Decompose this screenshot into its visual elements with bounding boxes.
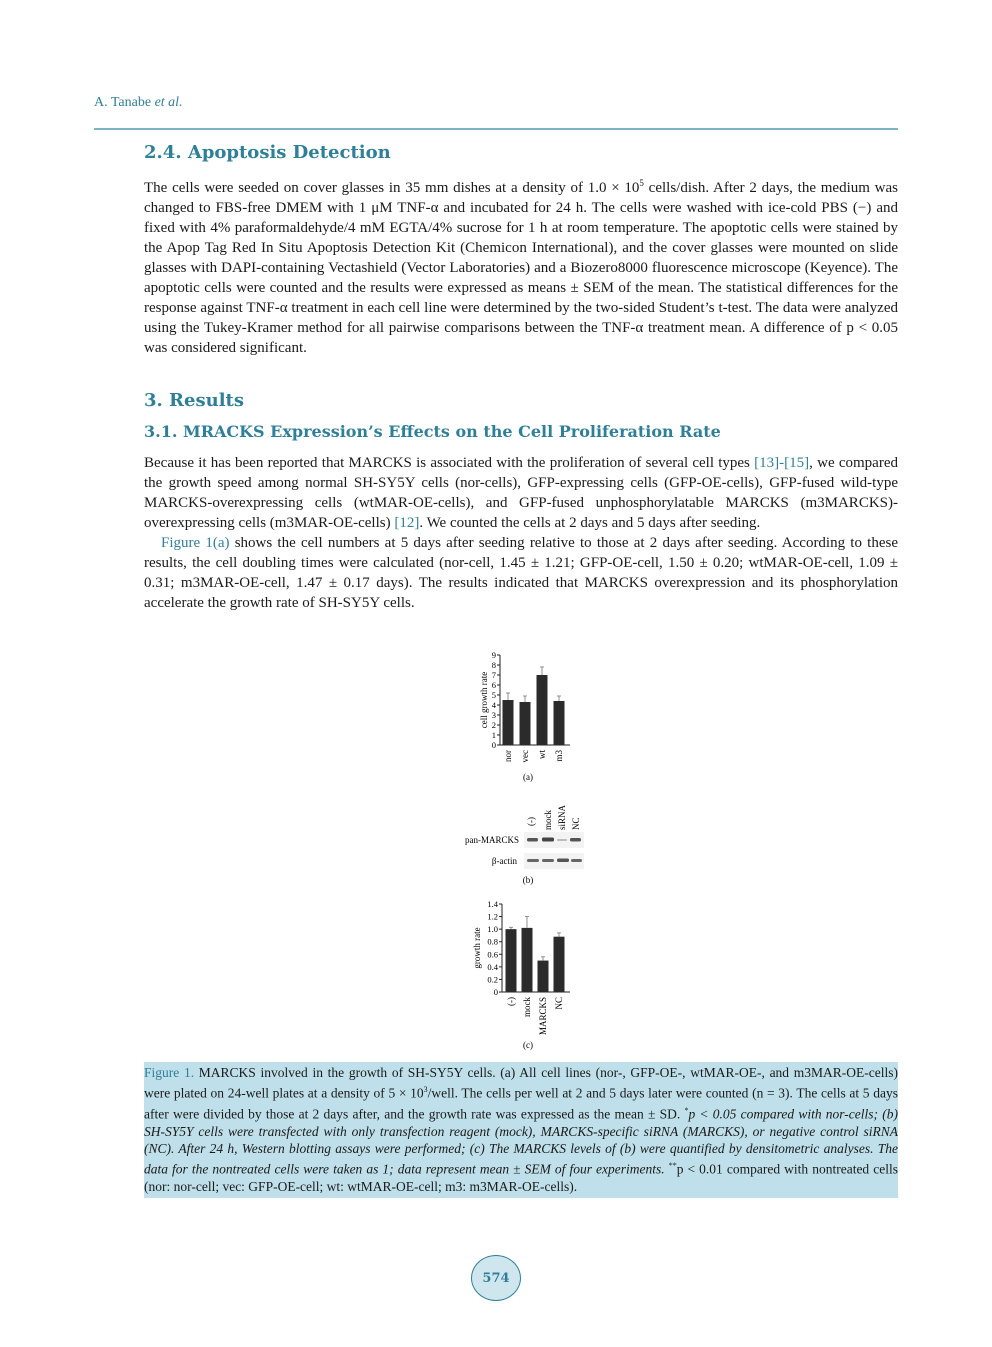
x-tick-label: vec bbox=[520, 750, 530, 763]
x-tick-label: mock bbox=[522, 997, 532, 1017]
lane-label: (-) bbox=[526, 817, 536, 826]
chart-c bbox=[472, 899, 570, 1050]
y-tick-label: 4 bbox=[491, 700, 496, 710]
lane-label: NC bbox=[571, 817, 581, 830]
y-tick-label: 0.8 bbox=[487, 936, 498, 947]
blot-band bbox=[570, 838, 581, 842]
y-tick-label: 7 bbox=[491, 670, 496, 680]
blot-row-label: pan-MARCKS bbox=[464, 835, 519, 845]
blot-row-label: β-actin bbox=[491, 856, 517, 866]
page-number: 574 bbox=[471, 1255, 521, 1301]
y-tick-label: 1.4 bbox=[487, 899, 498, 909]
x-tick-label: wt bbox=[537, 750, 547, 759]
panel-label-c: (c) bbox=[523, 1040, 533, 1050]
bar bbox=[538, 961, 549, 992]
caption-text: /well. The cells per well at 2 and 5 days later were counted (n = 3). The cells at 5 days after were divided by those at 2 days after, and the growth rate was expressed as the mean ± SD. bbox=[144, 1085, 898, 1122]
y-tick-label: 8 bbox=[491, 660, 496, 670]
panel-label-b: (b) bbox=[522, 875, 534, 885]
lane-label: mock bbox=[543, 810, 553, 830]
y-tick-label: 0 bbox=[493, 987, 498, 997]
caption-label: Figure 1. bbox=[144, 1065, 195, 1080]
panel-label-a: (a) bbox=[523, 772, 533, 782]
superscript: 3 bbox=[423, 1085, 428, 1095]
superscript: ** bbox=[668, 1161, 677, 1171]
citation-link[interactable]: [13]-[15] bbox=[754, 455, 810, 471]
text-run: Because it has been reported that MARCKS is associated with the proliferation of several cell types bbox=[144, 455, 755, 471]
bar bbox=[522, 928, 533, 992]
blot-band bbox=[527, 859, 539, 862]
y-axis-label: cell growth rate bbox=[479, 671, 489, 729]
y-tick-label: 0.6 bbox=[487, 949, 498, 960]
bar bbox=[506, 929, 517, 992]
y-tick-label: 1.2 bbox=[487, 911, 498, 922]
blot-band bbox=[542, 838, 554, 842]
superscript: * bbox=[684, 1105, 689, 1115]
bar bbox=[554, 937, 565, 992]
y-tick-label: 6 bbox=[491, 680, 496, 690]
y-tick-label: 5 bbox=[491, 690, 496, 700]
text-run: cells/dish. After 2 days, the medium was changed to FBS-free DMEM with 1 μM TNF-α and incubated for 24 h. The cells were washed with ice-cold PBS (−) and fixed with 4% paraformaldehyde/4 mM EGTA/4% sucrose for 1 h at room temperature. The apoptotic cells were stained by the Apop Tag Red In Situ Apoptosis Detection Kit (Chemicon International), and the cover glasses were mounted on slide glasses with DAPI-containing Vectashield (Vector Laboratories) and a Biozero8000 fluorescence microscope (Keyence). The apoptotic cells were counted and the results were expressed as means ± SEM of the mean. The statistical differences for the response against TNF-α treatment in each cell line were determined by the two-sided Student’s t-test. The data were analyzed using the Tukey-Kramer method for all pairwise comparisons between the TNF-α treatment mean. A difference of p < 0.05 was considered significant. bbox=[144, 180, 898, 356]
bar bbox=[554, 701, 565, 745]
superscript: 5 bbox=[639, 178, 644, 188]
y-tick-label: 2 bbox=[491, 720, 496, 730]
y-tick-label: 3 bbox=[491, 710, 496, 720]
section-heading: 2.4. Apoptosis Detection bbox=[144, 142, 391, 163]
text-run: , we compared the growth speed among normal SH-SY5Y cells (nor-cells), GFP-expressing cells (GFP-OE-cells), GFP-fused wild-type MARCKS-overexpressing cells (wtMAR-OE-cells), and GFP-fused unphosphorylatable MARCKS (m3MARCKS)-overexpressing cells (m3MAR-OE-cells) bbox=[144, 455, 898, 531]
x-tick-label: MARCKS bbox=[538, 997, 548, 1036]
caption-text: MARCKS involved in the growth of SH-SY5Y cells. (a) All cell lines (nor-, GFP-OE-, wtMAR-OE-, and m3MAR-OE-cells) were plated on 24-well plates at a density of 5 × 10 bbox=[144, 1065, 898, 1101]
chart-a bbox=[479, 650, 570, 782]
y-tick-label: 0 bbox=[491, 740, 496, 750]
y-tick-label: 1.0 bbox=[487, 924, 498, 935]
bar bbox=[537, 675, 548, 745]
x-tick-label: nor bbox=[503, 750, 513, 762]
blot-band bbox=[557, 839, 567, 841]
blot-band bbox=[542, 859, 554, 862]
figure-caption bbox=[144, 1062, 898, 1198]
blot-band bbox=[571, 859, 582, 862]
caption-text: p < 0.01 compared with nontreated cells (nor: nor-cell; vec: GFP-OE-cell; wt: wtMAR-OE-cell; m3: m3MAR-OE-cells). bbox=[144, 1161, 898, 1194]
y-tick-label: 0.4 bbox=[487, 961, 498, 972]
lane-label: siRNA bbox=[557, 804, 567, 830]
section-heading: 3. Results bbox=[144, 390, 244, 411]
text-run: The cells were seeded on cover glasses in 35 mm dishes at a density of 1.0 × 10 bbox=[144, 180, 640, 196]
y-axis-label: growth rate bbox=[472, 927, 482, 969]
subsection-heading: 3.1. MRACKS Expression’s Effects on the Cell Proliferation Rate bbox=[144, 422, 721, 441]
x-tick-label: m3 bbox=[554, 750, 564, 762]
text-run: . We counted the cells at 2 days and 5 days after seeding. bbox=[419, 515, 761, 531]
author-name: A. Tanabe bbox=[94, 95, 152, 110]
x-tick-label: NC bbox=[554, 997, 564, 1010]
bar bbox=[520, 702, 531, 745]
y-tick-label: 1 bbox=[491, 730, 496, 740]
text-run: shows the cell numbers at 5 days after seeding relative to those at 2 days after seeding. According to these results, the cell doubling times were calculated (nor-cell, 1.45 ± 1.21; GFP-OE-cell, 1.50 ± 0.20; wtMAR-OE-cell, 1.09 ± 0.31; m3MAR-OE-cell, 1.47 ± 0.17 days). The results indicated that MARCKS overexpression and its phosphorylation accelerate the growth rate of SH-SY5Y cells. bbox=[144, 535, 898, 611]
caption-text: p < 0.05 compared with nor-cells; (b) SH-SY5Y cells were transfected with only transfection reagent (mock), MARCKS-specific siRNA (MARCKS), or negative control siRNA (NC). After 24 h, Western blotting assays were performed; (c) The MARCKS levels of (b) were quantified by densitometric analyses. The data for the nontreated cells were taken as 1; data represent mean ± SEM of four experiments. bbox=[144, 1106, 898, 1177]
et-al: et al. bbox=[154, 95, 183, 110]
figure-link[interactable]: Figure 1(a) bbox=[161, 535, 230, 551]
y-tick-label: 0.2 bbox=[487, 974, 498, 985]
bar bbox=[503, 700, 514, 745]
western-blot-b bbox=[465, 804, 584, 885]
blot-band bbox=[557, 859, 569, 863]
citation-link[interactable]: [12] bbox=[394, 515, 420, 531]
blot-band bbox=[527, 838, 538, 842]
y-tick-label: 9 bbox=[491, 650, 496, 660]
x-tick-label: (-) bbox=[506, 997, 516, 1006]
